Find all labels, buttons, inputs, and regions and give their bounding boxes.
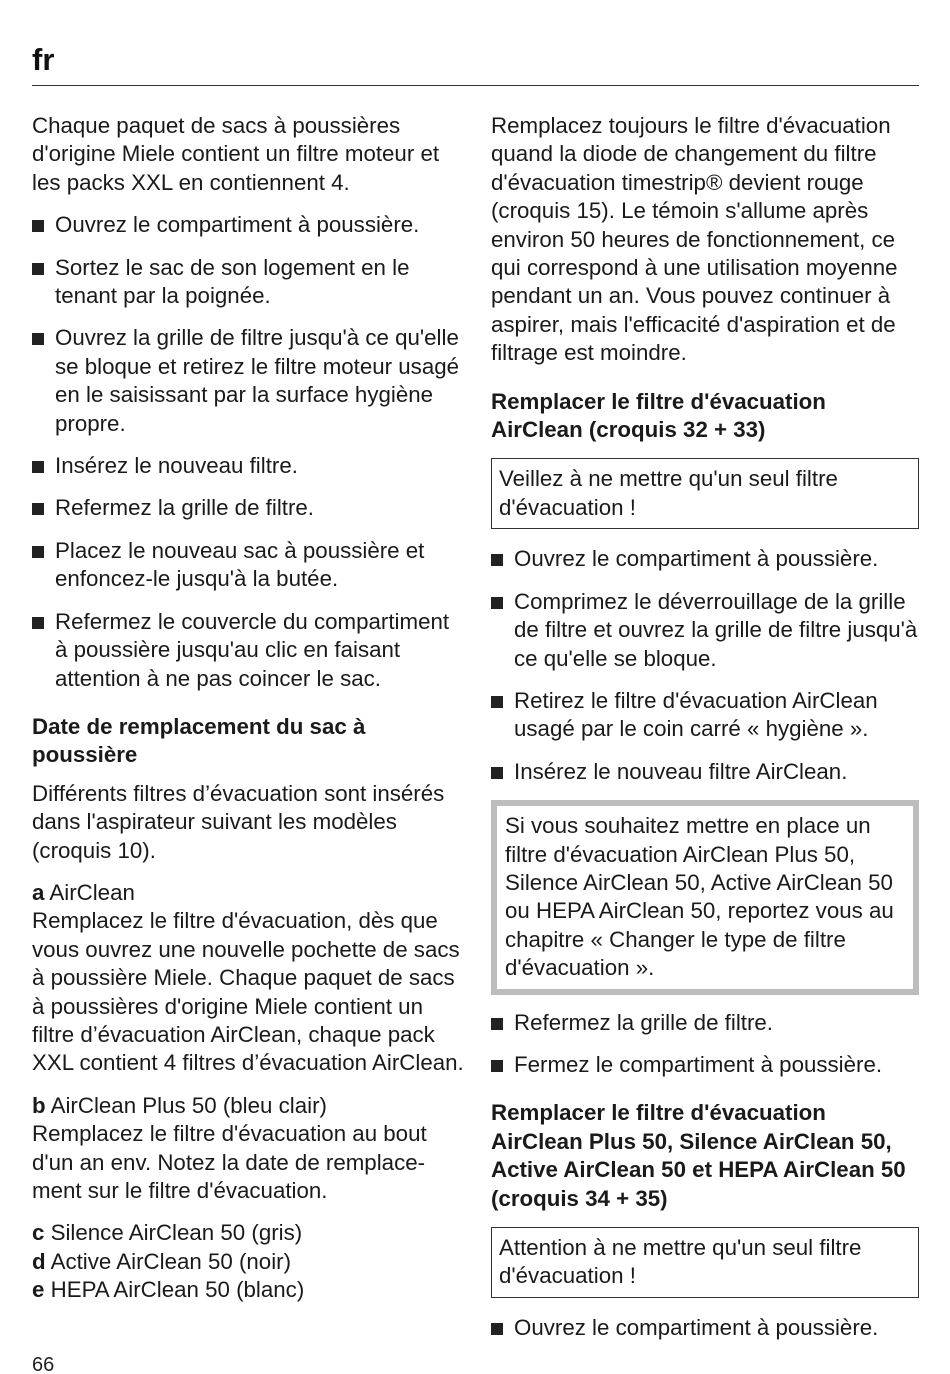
instruction-step: Ouvrez le compartiment à poussière. [32,211,464,239]
instruction-step: Ouvrez le compartiment à poussière. [491,545,919,573]
square-bullet-icon [491,1018,503,1030]
right-intro: Remplacez toujours le filtre d'évacuation quand la diode de changement du filtre d'évacuation timestrip® devient rouge (croquis 15). Le témoin s'allume après environ 50 heures de fonctionnement, ce qui correspond à une utilisation moyenne pendant un an. Vous pouvez continuer à aspirer, mais l'efficacité d'aspiration et de filtrage est moindre. [491,113,898,366]
header-divider [32,85,919,86]
square-bullet-icon [491,597,503,609]
section-heading-replacement-date: Date de remplacement du sac à poussière [32,713,366,768]
replacement-date-text: Différents filtres d’évacuation sont insérés dans l'aspirateur suivant les modèles (croquis 10). [32,780,445,863]
model-b [32,1092,464,1206]
instruction-step: Ouvrez le compartiment à poussière. [491,1314,919,1342]
square-bullet-icon [32,461,44,473]
warning-note-box: Veillez à ne mettre qu'un seul filtre d'évacuation ! [491,458,919,529]
square-bullet-icon [491,767,503,779]
instruction-step: Ouvrez la grille de filtre jusqu'à ce qu'elle se bloque et retirez le filtre moteur usagé en le saisissant par la surface hygiène propre. [32,324,464,438]
info-note-box: Si vous souhaitez mettre en place un filtre d'évacuation AirClean Plus 50, Silence AirClean 50, Active AirClean 50 ou HEPA AirClean 50, reportez vous au chapitre « Changer le type de filtre d'évacuation ». [491,800,919,994]
instruction-step: Placez le nouveau sac à poussière et enfoncez-le jusqu'à la butée. [32,537,464,594]
page-number: 66 [32,1354,55,1374]
model-letter: d [32,1248,46,1274]
instruction-step: Insérez le nouveau filtre. [32,452,464,480]
left-column [32,112,464,1305]
model-letter: e [32,1277,45,1303]
instruction-step: Refermez la grille de filtre. [491,1009,919,1037]
instruction-step: Refermez la grille de filtre. [32,494,464,522]
language-code: fr [32,42,55,77]
right-column [491,112,919,1356]
square-bullet-icon [491,696,503,708]
section-heading-airclean: Remplacer le filtre d'évacuation AirClean (croquis 32 + 33) [491,388,826,443]
left-intro: Chaque paquet de sacs à poussières d'origine Miele contient un filtre moteur et les packs XXL en contiennent 4. [32,113,440,195]
model-name: AirClean [44,879,135,905]
square-bullet-icon [491,554,503,566]
instruction-step: Fermez le compartiment à poussière. [491,1051,919,1079]
square-bullet-icon [491,1323,503,1335]
model-letter: b [32,1092,46,1118]
instruction-step: Comprimez le déverrouillage de la grille de filtre et ouvrez la grille de filtre jusqu'à ce qu'elle se bloque. [491,588,919,673]
model-letter: c [32,1220,45,1246]
square-bullet-icon [32,617,44,629]
square-bullet-icon [32,220,44,232]
section-heading-airclean-plus: Remplacer le filtre d'évacuation AirClean Plus 50, Silence AirClean 50, Active AirClean 50 et HEPA AirClean 50 (croquis 34 + 35) [491,1100,906,1211]
instruction-step: Retirez le filtre d'évacuation AirClean usagé par le coin carré « hygiène ». [491,687,919,744]
model-name: AirClean Plus 50 (bleu clair) [45,1092,327,1118]
model-list-cde [32,1219,464,1304]
square-bullet-icon [491,1060,503,1072]
square-bullet-icon [32,546,44,558]
model-name: Active AirClean 50 (noir) [45,1248,291,1274]
warning-note-box: Attention à ne mettre qu'un seul filtre d'évacuation ! [491,1227,919,1298]
model-description: Remplacez le filtre d'évacuation, dès que vous ouvrez une nouvelle pochette de sacs à poussière Miele. Chaque paquet de sacs à poussières d'origine Miele contient un filtre d’évacuation AirClean, chaque pack XXL contient 4 filtres d’évacuation AirClean. [32,908,464,1076]
model-letter: a [32,879,45,905]
model-a [32,879,464,1078]
square-bullet-icon [32,263,44,275]
model-description: Remplacez le filtre d'évacuation au bout d'un an env. Notez la date de remplacement sur le filtre d'évacuation. [32,1121,427,1203]
instruction-step: Insérez le nouveau filtre AirClean. [491,758,919,786]
instruction-step: Refermez le couvercle du compartiment à poussière jusqu'au clic en faisant attention à ne pas coincer le sac. [32,608,464,693]
square-bullet-icon [32,503,44,515]
model-name: HEPA AirClean 50 (blanc) [44,1277,305,1303]
model-name: Silence AirClean 50 (gris) [44,1220,303,1246]
square-bullet-icon [32,333,44,345]
instruction-step: Sortez le sac de son logement en le tenant par la poignée. [32,254,464,311]
